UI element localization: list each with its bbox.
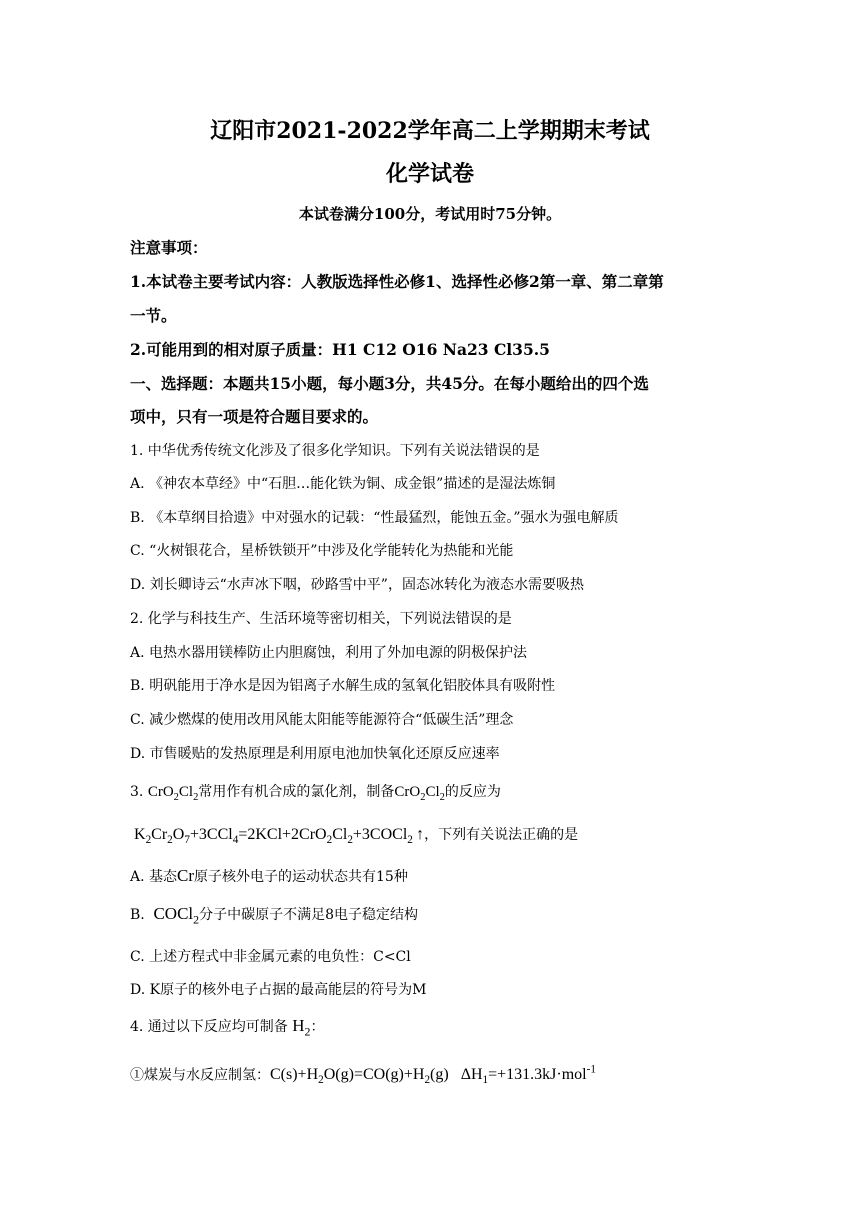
question-2-option-b: B. 明矾能用于净水是因为铝离子水解生成的氢氧化铝胶体具有吸附性 <box>130 678 556 694</box>
notice-item-1-cont: 一节。 <box>130 306 177 325</box>
section-heading: 一、选择题：本题共15小题，每小题3分，共45分。在每小题给出的四个选 <box>130 374 649 393</box>
question-3-equation: $K_2Cr_2O_7+3CCl_4=2KCl+2CrO_2Cl_2+3COCl_2$ ↑，下列有关说法正确的是 <box>130 826 579 847</box>
question-1-option-c: C. “火树银花合，星桥铁锁开”中涉及化学能转化为热能和光能 <box>130 543 514 559</box>
section-heading-cont: 项中，只有一项是符合题目要求的。 <box>130 407 379 426</box>
question-3-option-c: C. 上述方程式中非金属元素的电负性：C<Cl <box>130 949 411 965</box>
question-2-option-c: C. 减少燃煤的使用改用风能太阳能等能源符合“低碳生活”理念 <box>130 712 514 728</box>
notice-item-1: 1.本试卷主要考试内容：人教版选择性必修1、选择性必修2第一章、第二章第 <box>130 272 664 291</box>
question-1-option-b: B. 《本草纲目拾遗》中对强水的记载：“性最猛烈，能蚀五金。”强水为强电解质 <box>130 510 619 526</box>
question-3-option-d: D. K原子的核外电子占据的最高能层的符号为M <box>130 982 427 998</box>
question-2-stem: 2. 化学与科技生产、生活环境等密切相关，下列说法错误的是 <box>130 611 512 627</box>
question-3-stem: 3. $CrO_2Cl_2$常用作有机合成的氯化剂，制备$CrO_2Cl_2$的反应为 <box>130 784 501 803</box>
question-3-option-b: B. COCl$_2$分子中碳原子不满足8电子稳定结构 <box>130 904 419 927</box>
notice-item-2: 2.可能用到的相对原子质量：H1 C12 O16 Na23 Cl35.5 <box>130 340 550 359</box>
formula-h2: $H_2$ <box>292 1016 311 1039</box>
exam-title: 辽阳市2021-2022学年高二上学期期末考试 <box>210 118 650 144</box>
reaction-equation: $K_2Cr_2O_7+3CCl_4=2KCl+2CrO_2Cl_2+3COCl_2$ ↑ <box>130 826 425 847</box>
formula-cocl2: COCl$_2$ <box>149 904 200 927</box>
question-4-stem: 4. 通过以下反应均可制备 $H_2$： <box>130 1016 325 1039</box>
question-4-item-1: ①煤炭与水反应制氢：$C(s)+H_2O(g)=CO(g)+H_2(g)$ $\Delta H_1=+131.3kJ\cdot mol^{-1}$ <box>130 1064 596 1087</box>
question-1-option-d: D. 刘长卿诗云“水声冰下咽，砂路雪中平”，固态冰转化为液态水需要吸热 <box>130 577 584 593</box>
question-1-option-a: A. 《神农本草经》中“石胆…能化铁为铜、成金银”描述的是湿法炼铜 <box>130 476 556 492</box>
question-1-stem: 1. 中华优秀传统文化涉及了很多化学知识。下列有关说法错误的是 <box>130 443 540 459</box>
notice-heading: 注意事项： <box>130 238 208 257</box>
exam-info: 本试卷满分100分，考试用时75分钟。 <box>298 205 562 223</box>
exam-subtitle: 化学试卷 <box>385 161 474 187</box>
reaction-equation: $C(s)+H_2O(g)=CO(g)+H_2(g)$ $\Delta H_1=+131.3kJ\cdot mol^{-1}$ <box>270 1064 596 1087</box>
question-3-option-a: A. 基态Cr原子核外电子的运动状态共有15种 <box>130 866 408 885</box>
question-2-option-d: D. 市售暖贴的发热原理是利用原电池加快氧化还原反应速率 <box>130 746 500 762</box>
formula-cr: Cr <box>177 866 195 885</box>
formula-cro2cl2: $CrO_2Cl_2$ <box>394 784 445 803</box>
question-2-option-a: A. 电热水器用镁棒防止内胆腐蚀，利用了外加电源的阴极保护法 <box>130 645 528 661</box>
formula-cro2cl2: $CrO_2Cl_2$ <box>147 784 199 803</box>
